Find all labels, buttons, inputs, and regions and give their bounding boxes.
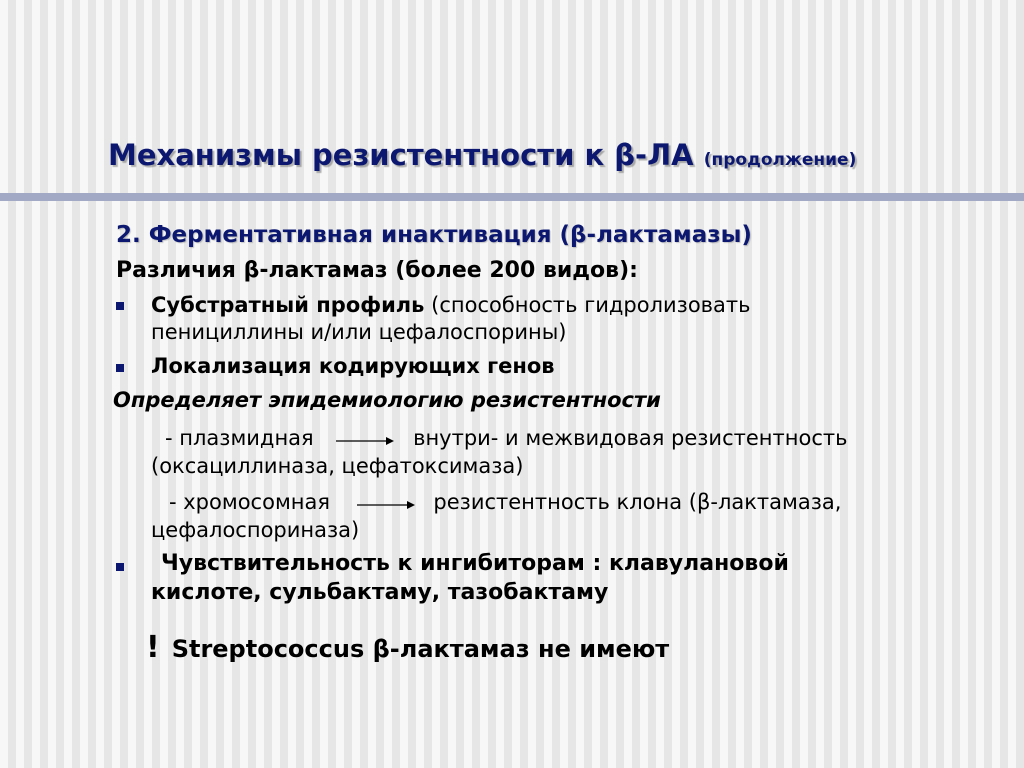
arrow-right-icon xyxy=(355,496,417,510)
plasmid-result: внутри- и межвидовая резистентность xyxy=(413,426,848,450)
bullet-substrate-rest: (способность гидролизовать xyxy=(424,293,751,317)
bullet-marker-3 xyxy=(116,563,124,571)
title-underline xyxy=(0,193,1024,201)
plasmid-line xyxy=(151,426,847,450)
section-heading: 2. Ферментативная инактивация (β-лактамазы) xyxy=(116,222,752,248)
determines-epidemiology: Определяет эпидемиологию резистентности xyxy=(113,388,661,412)
streptococcus-note-text: Streptococcus β-лактамаз не имеют xyxy=(171,635,670,663)
bullet-inhibitors xyxy=(151,551,789,576)
bullet-gene-localization: Локализация кодирующих генов xyxy=(151,354,555,378)
bullet-marker-1 xyxy=(116,302,124,310)
exclamation-mark: ! xyxy=(146,630,160,665)
arrow-right-icon xyxy=(334,432,396,446)
inhibitors-line2: кислоте, сульбактаму, тазобактаму xyxy=(151,580,609,605)
bullet-substrate-profile xyxy=(151,293,751,317)
plasmid-label: - плазмидная xyxy=(165,426,314,450)
bullet-marker-2 xyxy=(116,364,124,372)
slide-title xyxy=(108,138,1008,172)
chromosomal-label: - хромосомная xyxy=(169,490,331,514)
chromosomal-result: резистентность клона (β-лактамаза, xyxy=(433,490,842,514)
chromosomal-line xyxy=(151,490,841,514)
inhibitors-line1: Чувствительность к ингибиторам : клавулановой xyxy=(161,551,789,576)
bullet-substrate-line2: пенициллины и/или цефалоспорины) xyxy=(151,320,567,344)
slide-title-main: Механизмы резистентности к β-ЛА xyxy=(108,138,694,172)
plasmid-examples: (оксациллиназа, цефатоксимаза) xyxy=(151,454,524,478)
chromosomal-examples: цефалоспориназа) xyxy=(151,518,360,542)
bullet-substrate-bold: Субстратный профиль xyxy=(151,293,425,317)
slide-title-sub: (продолжение) xyxy=(703,150,857,170)
differences-heading: Различия β-лактамаз (более 200 видов): xyxy=(116,258,638,283)
streptococcus-note xyxy=(146,630,669,665)
